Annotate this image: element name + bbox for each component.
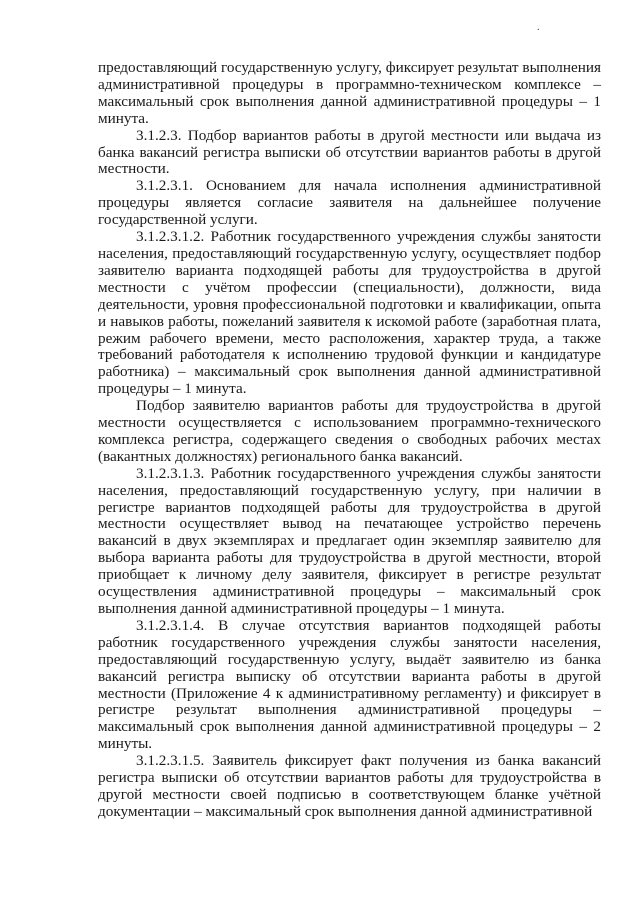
paragraph-selection-note: Подбор заявителю вариантов работы для трудоустройства в другой местности осуществляется с использованием программно-технического комплекса регистра, содержащего сведения о свободных рабочих местах (вакантных должностях) регионального банка вакансий. xyxy=(98,397,601,465)
paragraph-continuation: предоставляющий государственную услугу, фиксирует результат выполнения административной процедуры в программно-техническом комплексе – максимальный срок выполнения данной административной процедуры – 1 минута. xyxy=(98,59,601,127)
paragraph-3-1-2-3-1-2: 3.1.2.3.1.2. Работник государственного учреждения службы занятости населения, предоставляющий государственную услугу, осуществляет подбор заявителю варианта подходящей работы для трудоустройства в другой местности с учётом профессии (специальности), должности, вида деятельности, уровня профессиональной подготовки и квалификации, опыта и навыков работы, пожеланий заявителя к искомой работе (заработная плата, режим рабочего времени, место расположения, характер труда, а также требований работодателя к исполнению трудовой функции и кандидатуре работника) – максимальный срок выполнения данной административной процедуры – 1 минута. xyxy=(98,228,601,398)
document-body xyxy=(98,60,601,821)
paragraph-3-1-2-3-1-4: 3.1.2.3.1.4. В случае отсутствия вариантов подходящей работы работник государственного учреждения службы занятости населения, предоставляющий государственную услугу, выдаёт заявителю из банка вакансий регистра выписку об отсутствии варианта работы в другой местности (Приложение 4 к административному регламенту) и фиксирует в регистре результат выполнения административной процедуры – максимальный срок выполнения данной административной процедуры – 2 минуты. xyxy=(98,616,601,753)
paragraph-3-1-2-3-1: 3.1.2.3.1. Основанием для начала исполнения административной процедуры является согласие заявителя на дальнейшее получение государственной услуги. xyxy=(98,177,601,229)
paragraph-3-1-2-3-1-5: 3.1.2.3.1.5. Заявитель фиксирует факт получения из банка вакансий регистра выписки об отсутствии вариантов работы для трудоустройства в другой местности своей подписью в соответствующем бланке учётной документации – максимальный срок выполнения данной административной xyxy=(98,752,601,820)
paragraph-3-1-2-3-1-3: 3.1.2.3.1.3. Работник государственного учреждения службы занятости населения, предоставляющий государственную услугу, при наличии в регистре вариантов подходящей работы для трудоустройства в другой местности осуществляет вывод на печатающее устройство перечень вакансий в двух экземплярах и предлагает один экземпляр заявителю для выбора варианта работы для трудоустройства в другой местности, второй приобщает к личному делу заявителя, фиксирует в регистре результат осуществления административной процедуры – максимальный срок выполнения данной административной процедуры – 1 минута. xyxy=(98,464,601,617)
paragraph-3-1-2-3: 3.1.2.3. Подбор вариантов работы в другой местности или выдача из банка вакансий регистра выписки об отсутствии вариантов работы в другой местности. xyxy=(98,126,601,178)
header-mark: . xyxy=(537,22,540,33)
